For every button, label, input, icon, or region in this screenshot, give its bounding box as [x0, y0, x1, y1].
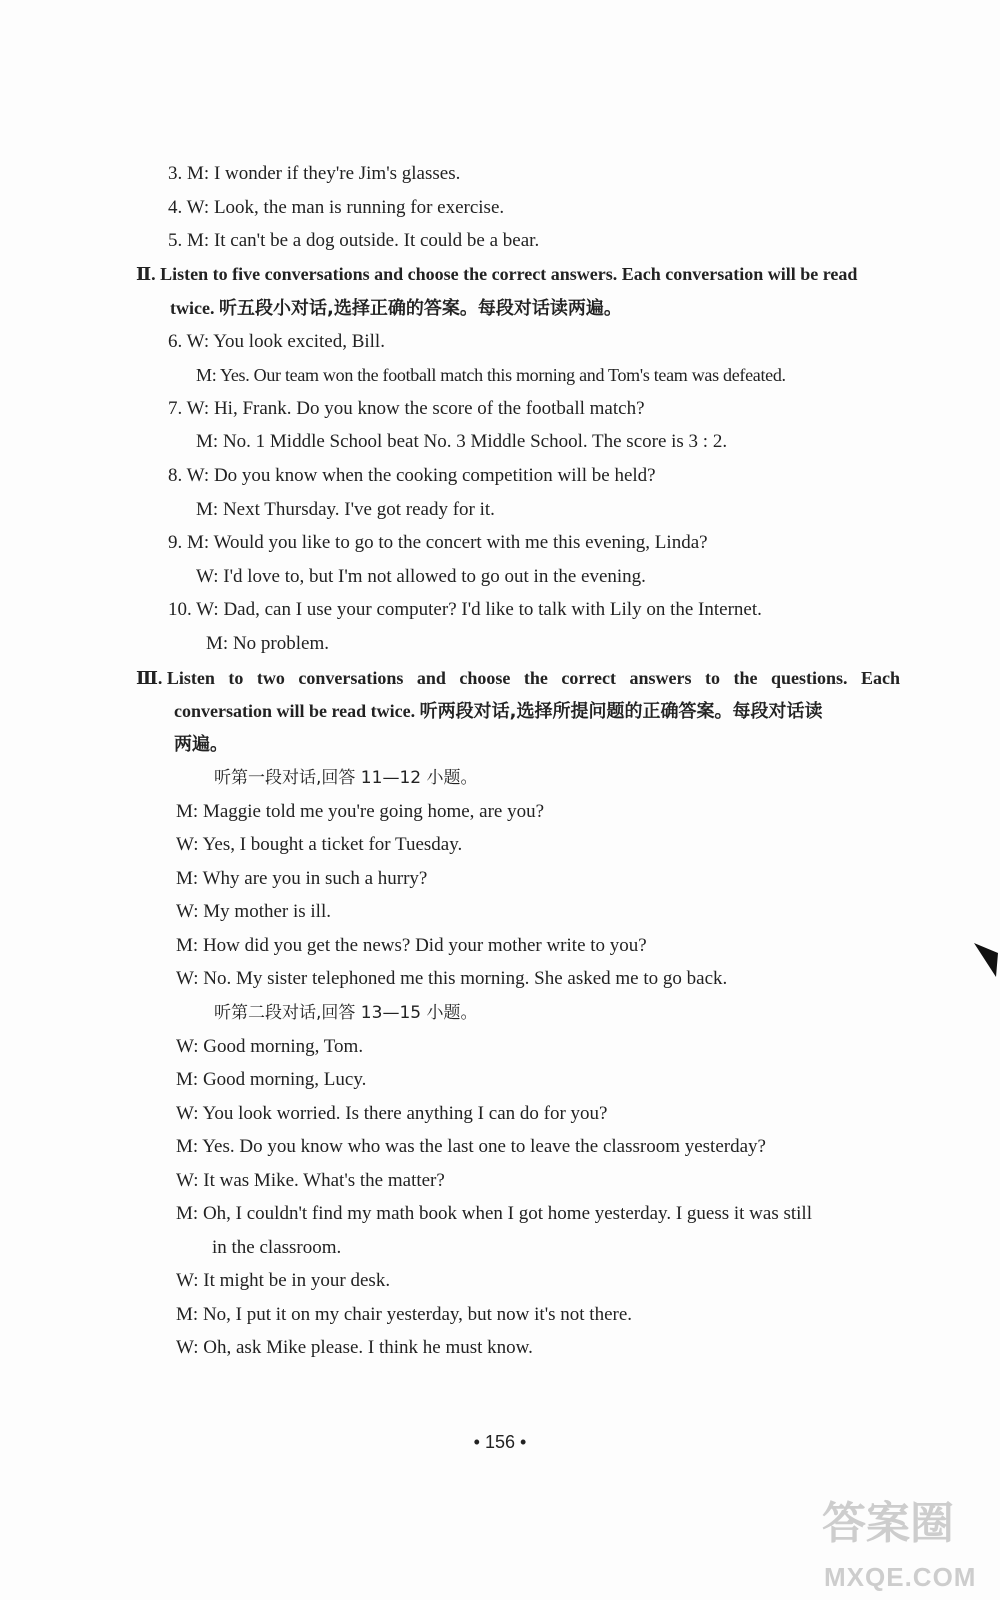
watermark-logo-url: MXQE.COM — [824, 1562, 977, 1592]
dialog-2-line-6-cont: in the classroom. — [212, 1237, 342, 1258]
dialog-1-line-3: M: Why are you in such a hurry? — [176, 868, 428, 889]
item-9-m: 9. M: Would you like to go to the concert with me this evening, Linda? — [168, 532, 708, 553]
section-2-heading-line-1: Ⅱ. Listen to five conversations and choose the correct answers. Each conversation will be read — [136, 264, 858, 284]
watermark-logo-cn: 答案圈 — [822, 1498, 954, 1549]
dialog-2-line-5: W: It was Mike. What's the matter? — [176, 1170, 445, 1191]
section-3-heading-line-3: 两遍。 — [174, 734, 228, 755]
dialog-1-intro: 听第一段对话,回答 11—12 小题。 — [214, 768, 478, 788]
dialog-1-line-1: M: Maggie told me you're going home, are you? — [176, 801, 545, 822]
dialog-2-intro: 听第二段对话,回答 13—15 小题。 — [214, 1003, 478, 1023]
section-3-heading-line-1: Ⅲ. Listen to two conversations and choose the correct answers to the questions. Each — [136, 668, 901, 688]
dialog-2-line-1: W: Good morning, Tom. — [176, 1036, 364, 1057]
item-7-m: M: No. 1 Middle School beat No. 3 Middle School. The score is 3 : 2. — [196, 431, 728, 452]
item-10-m: M: No problem. — [206, 633, 329, 654]
dialog-2-line-9: W: Oh, ask Mike please. I think he must know. — [176, 1337, 533, 1358]
item-9-w: W: I'd love to, but I'm not allowed to go out in the evening. — [196, 566, 646, 587]
dialog-1-line-4: W: My mother is ill. — [176, 901, 331, 922]
item-10-w: 10. W: Dad, can I use your computer? I'd like to talk with Lily on the Internet. — [168, 599, 762, 620]
watermark-logo — [816, 1486, 996, 1596]
dialog-2-line-7: W: It might be in your desk. — [176, 1270, 391, 1291]
section-2-heading-line-2: twice. 听五段小对话,选择正确的答案。每段对话读两遍。 — [170, 298, 622, 319]
dialog-2-line-6: M: Oh, I couldn't find my math book when I got home yesterday. I guess it was still — [176, 1203, 812, 1224]
item-6-m: M: Yes. Our team won the football match this morning and Tom's team was defeated. — [196, 365, 786, 385]
item-8-w: 8. W: Do you know when the cooking competition will be held? — [168, 465, 656, 486]
dialog-1-line-2: W: Yes, I bought a ticket for Tuesday. — [176, 834, 463, 855]
item-8-m: M: Next Thursday. I've got ready for it. — [196, 499, 495, 520]
dialog-2-line-2: M: Good morning, Lucy. — [176, 1069, 367, 1090]
line-5: 5. M: It can't be a dog outside. It could be a bear. — [168, 230, 540, 251]
dialog-1-line-5: M: How did you get the news? Did your mother write to you? — [176, 935, 647, 956]
binding-mark-icon — [974, 943, 998, 977]
item-6-w: 6. W: You look excited, Bill. — [168, 331, 385, 352]
item-7-w: 7. W: Hi, Frank. Do you know the score of the football match? — [168, 398, 645, 419]
dialog-2-line-4: M: Yes. Do you know who was the last one to leave the classroom yesterday? — [176, 1136, 766, 1157]
section-3-heading-line-2: conversation will be read twice. 听两段对话,选择所提问题的正确答案。每段对话读 — [174, 701, 823, 722]
dialog-2-line-8: M: No, I put it on my chair yesterday, but now it's not there. — [176, 1304, 633, 1325]
page-number: • 156 • — [473, 1432, 527, 1452]
dialog-1-line-6: W: No. My sister telephoned me this morning. She asked me to go back. — [176, 968, 728, 989]
line-4: 4. W: Look, the man is running for exercise. — [168, 197, 505, 218]
dialog-2-line-3: W: You look worried. Is there anything I can do for you? — [176, 1103, 608, 1124]
line-3: 3. M: I wonder if they're Jim's glasses. — [168, 163, 461, 184]
